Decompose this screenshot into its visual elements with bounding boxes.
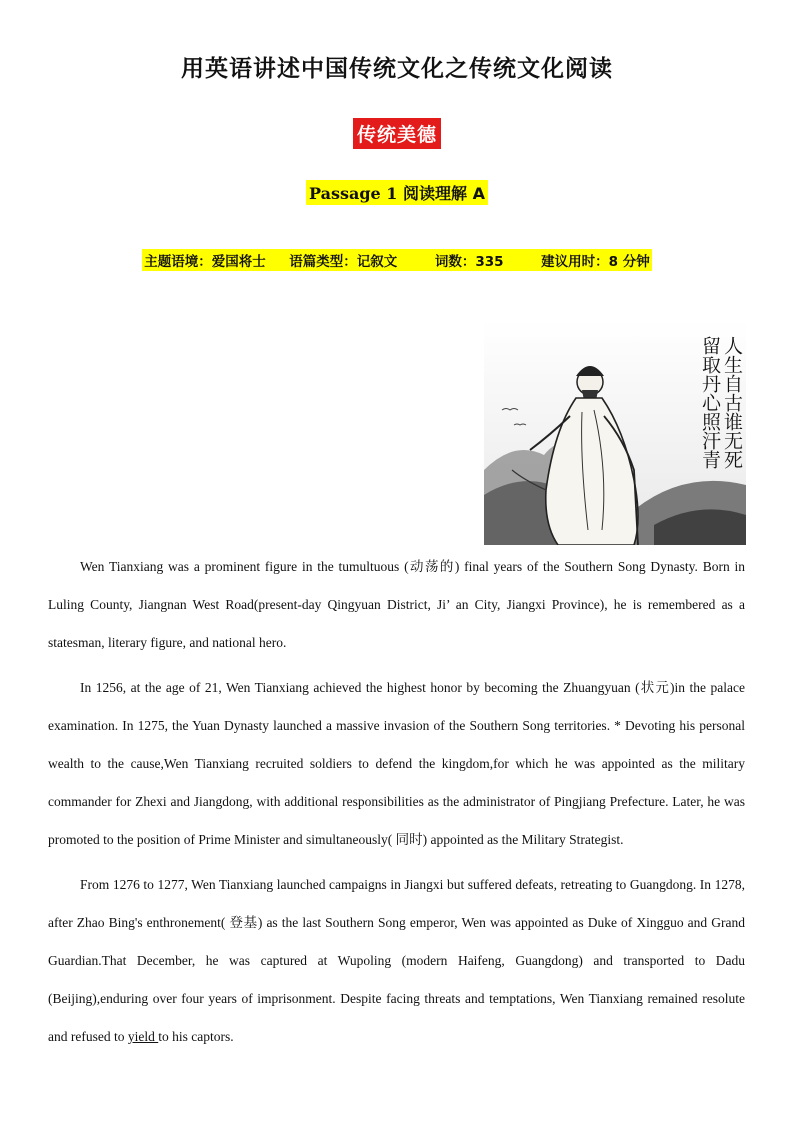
wen-tianxiang-illustration — [484, 320, 746, 545]
meta-word-count: 词数：335 — [434, 254, 504, 270]
passage-heading-row — [0, 180, 794, 205]
meta-genre: 语篇类型：记叙文 — [289, 254, 398, 270]
paragraph-2: In 1256, at the age of 21, Wen Tianxiang achieved the highest honor by becoming the Zhuangyuan (状元)in the palace examination. In 1275, the Yuan Dynasty launched a massive invasion of the Southern Song territories. * Devoting his personal wealth to the cause,Wen Tianxiang recruited soldiers to defend the kingdom,for which he was appointed as the military commander for Zhexi and Jiangdong, with additional responsibilities as the administrator of Pingjiang Prefecture. Later, he was promoted to the position of Prime Minister and simultaneously( 同时) appointed as the Military Strategist. — [48, 680, 745, 847]
section-badge-row — [0, 118, 794, 149]
passage-heading — [306, 180, 488, 205]
paragraph-3 — [48, 866, 745, 1056]
passage-body — [48, 548, 745, 1063]
document-title: 用英语讲述中国传统文化之传统文化阅读 — [181, 56, 613, 82]
passage-type: 阅读理解 A — [403, 184, 485, 203]
paragraph-1: Wen Tianxiang was a prominent figure in the tumultuous (动荡的) final years of the Southern Song Dynasty. Born in Luling County, Jiangnan West Road(present-day Qingyuan District, Ji’ an City, Jiangxi Province), he is remembered as a statesman, literary figure, and national hero. — [48, 559, 745, 650]
passage-number: Passage 1 — [309, 184, 398, 203]
meta-info — [142, 249, 652, 271]
calligraphy-line-2: 留取丹心照汗青 — [699, 336, 721, 469]
calligraphy-line-1: 人生自古谁无死 — [721, 336, 743, 469]
section-badge: 传统美德 — [353, 118, 441, 149]
paragraph-3-end: to his captors. — [158, 1029, 234, 1044]
meta-info-row — [0, 249, 794, 271]
meta-topic: 主题语境：爱国将士 — [144, 254, 266, 270]
meta-suggested-time: 建议用时：8 分钟 — [541, 254, 650, 270]
underlined-word-yield: yield — [127, 1029, 159, 1044]
paragraph-3-text: From 1276 to 1277, Wen Tianxiang launched campaigns in Jiangxi but suffered defeats, retreating to Guangdong. In 1278, after Zhao Bing's enthronement( 登基) as the last Southern Song emperor, Wen was appointed as Duke of Xingguo and Grand Guardian.That December, he was captured at Wupoling (modern Haifeng, Guangdong) and transported to Dadu (Beijing),enduring over four years of imprisonment. Despite facing threats and temptations, Wen Tianxiang remained resolute and refused to — [48, 877, 745, 1044]
calligraphy-inscription — [699, 336, 743, 469]
